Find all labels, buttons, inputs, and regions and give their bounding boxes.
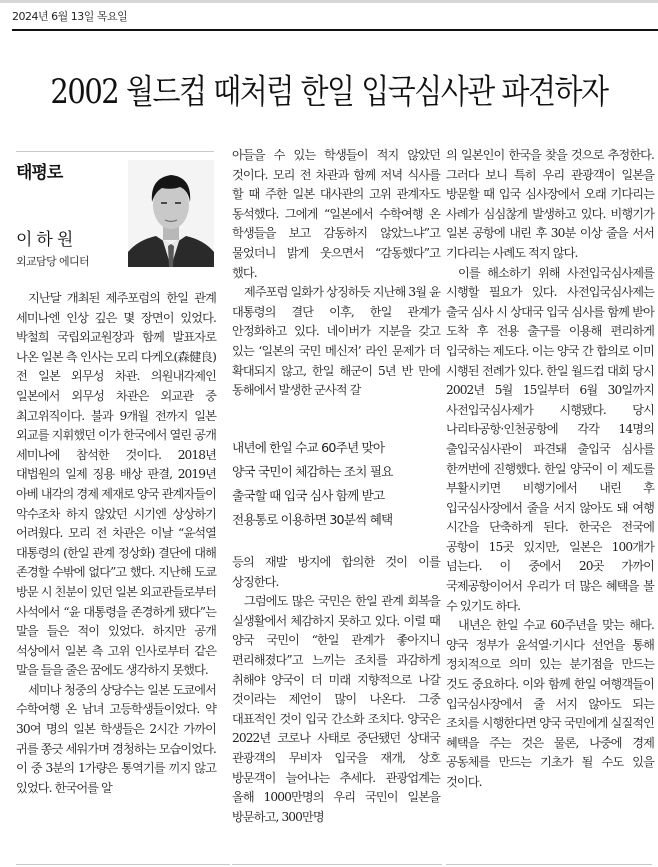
author-portrait-photo xyxy=(128,160,214,267)
header-rule xyxy=(12,29,658,31)
column-section-rule xyxy=(16,151,214,152)
body-paragraph: 의 일본인이 한국을 찾을 것으로 추정한다. 그러다 보니 특히 우리 관광객이 일본을 방문할 때 입국 심사장에서 오래 기다리는 사례가 심심찮게 발생하고 있다. 비행기가 일본 공항에 내린 후 30분 이상 줄을 서서 기다리는 사례도 적지 않다. xyxy=(446,148,654,260)
body-paragraph: 그럼에도 많은 국민은 한일 관계 회복을 실생활에서 체감하지 못하고 있다. 이럴 때 양국 국민이 “한일 관계가 좋아지니 편리해졌다”고 느끼는 조치를 과감하게 취해야 양국이 더 미래 지향적으로 나갈 것이라는 제언이 많이 나온다. 그중 대표적인 것이 입국 간소화 조치다. 양국은 2022년 코로나 사태로 중단됐던 상대국 관광객의 무비자 입국을 재개, 상호 방문객이 늘어나는 추세다. 관광업계는 올해 1000만명의 우리 국민이 일본을 방문하고, 300만명 xyxy=(232,594,440,824)
author-title: 외교담당 에디터 xyxy=(16,255,90,268)
body-paragraph: 아들을 수 있는 학생들이 적지 않았던 것이다. 모리 전 차관과 함께 저녁 식사를 할 때 주한 일본 대사관의 고위 관계자도 동석했다. 그에게 “일본에서 수학여행 온 학생들을 보고 감동하지 않았느냐”고 물었더니 밝게 웃으면서 “감동했다”고 했다. xyxy=(232,148,440,280)
article-body-column-1 xyxy=(16,289,216,798)
pull-quote-line: 내년에 한일 수교 60주년 맞아 xyxy=(232,440,385,455)
body-paragraph: 세미나 청중의 상당수는 일본 도쿄에서 수학여행 온 남녀 고등학생들이었다. 약 30여 명의 일본 학생들은 2시간 가까이 귀를 쫑긋 세워가며 경청하는 모습이었다. 이 중 3분의 1가량은 통역기를 끼지 않고 있었다. 한국어를 알 xyxy=(16,682,216,795)
body-paragraph: 등의 재발 방지에 합의한 것이 이를 상징한다. xyxy=(232,555,440,589)
dateline: 2024년 6월 13일 목요일 xyxy=(12,10,128,23)
article-headline: 2002 월드컵 때처럼 한일 입국심사관 파견하자 xyxy=(50,71,608,111)
body-paragraph: 내년은 한일 수교 60주년을 맞는 해다. 양국 정부가 윤석열·기시다 선언을 통해 정치적으로 의미 있는 분기점을 만드는 것도 중요하다. 이와 함께 한일 여행객들이 입국심사장에서 줄 서지 않아도 되는 조치를 시행한다면 양국 국민에게 실질적인 혜택을 주는 것은 물론, 나중에 경제 공동체를 만드는 기초가 될 수도 있을 것이다. xyxy=(446,618,654,789)
column-bottom-rule xyxy=(232,864,442,865)
top-border-strip xyxy=(0,0,658,3)
pull-quote-line: 전용통로 이용하면 30분씩 혜택 xyxy=(232,512,393,527)
author-portrait-icon xyxy=(128,160,214,267)
author-name: 이하원 xyxy=(16,230,78,250)
column-bottom-rule xyxy=(16,864,230,865)
column-bottom-rule xyxy=(446,864,652,865)
body-paragraph: 제주포럼 일화가 상징하듯 지난해 3월 윤 대통령의 결단 이후, 한일 관계가 안정화하고 있다. 네이버가 지분을 갖고 있는 ‘일본의 국민 메신저’ 라인 문제가 더 확대되지 않고, 한일 해군이 5년 반 만에 동해에서 발생한 군사적 갈 xyxy=(232,285,440,398)
article-body-column-3 xyxy=(446,146,654,793)
article-body-column-2-bottom xyxy=(232,553,440,827)
column-name: 태평로 xyxy=(16,163,63,183)
pull-quote xyxy=(232,436,442,532)
body-paragraph: 이를 해소하기 위해 사전입국심사제를 시행할 필요가 있다. 사전입국심사제는 출국 심사 시 상대국 입국 심사를 함께 받아 도착 후 전용 출구를 이용해 편리하게 입국하는 제도다. 이는 양국 간 합의로 이미 시행된 전례가 있다. 한일 월드컵 대회 당시 2002년 5월 15일부터 6월 30일까지 사전입국심사제가 시행됐다. 당시 나리타공항·인천공항에 각각 14명의 출입국심사관이 파견돼 출입국 심사를 한꺼번에 진행했다. 한일 양국이 이 제도를 부활시키면 비행기에서 내린 후 입국심사장에서 줄을 서지 않아도 돼 여행 시간을 단축하게 된다. 한국은 전국에 공항이 15곳 있지만, 일본은 100개가 넘는다. 이 중에서 20곳 가까이 국제공항이어서 우리가 더 많은 혜택을 볼 수 있기도 하다. xyxy=(446,265,654,613)
pull-quote-line: 양국 국민이 체감하는 조치 필요 xyxy=(232,464,393,479)
pull-quote-line: 출국할 때 입국 심사 함께 받고 xyxy=(232,488,385,503)
body-paragraph: 지난달 개최된 제주포럼의 한일 관계 세미나엔 인상 깊은 몇 장면이 있었다. 박철희 국립외교원장과 함께 발표자로 나온 일본 측 인사는 모리 다케오(森健良) 전 일본 외무성 차관. 의원내각제인 일본에서 외무성 차관은 외교관 중 최고위직이다. 불과 9개월 전까지 일본 외교를 지휘했던 이가 한국에서 열린 공개 세미나에 참석한 것이다. 2018년 대법원의 일제 징용 배상 판결, 2019년 아베 내각의 경제 제재로 양국 관계자들이 악수조차 하지 않았던 시기엔 상상하기 어려웠다. 모리 전 차관은 이날 “윤석열 대통령의 (한일 관계 정상화) 결단에 대해 존경할 수밖에 없다”고 했다. 지난해 도쿄 방문 시 친분이 있던 일본 외교관들로부터 사석에서 “윤 대통령을 존경하게 됐다”는 말을 들은 적이 있었다. 하지만 공개 석상에서 일본 측 고위 인사로부터 같은 말을 들을 줄은 꿈에도 생각하지 못했다. xyxy=(16,291,216,678)
article-body-column-2-top xyxy=(232,146,440,401)
